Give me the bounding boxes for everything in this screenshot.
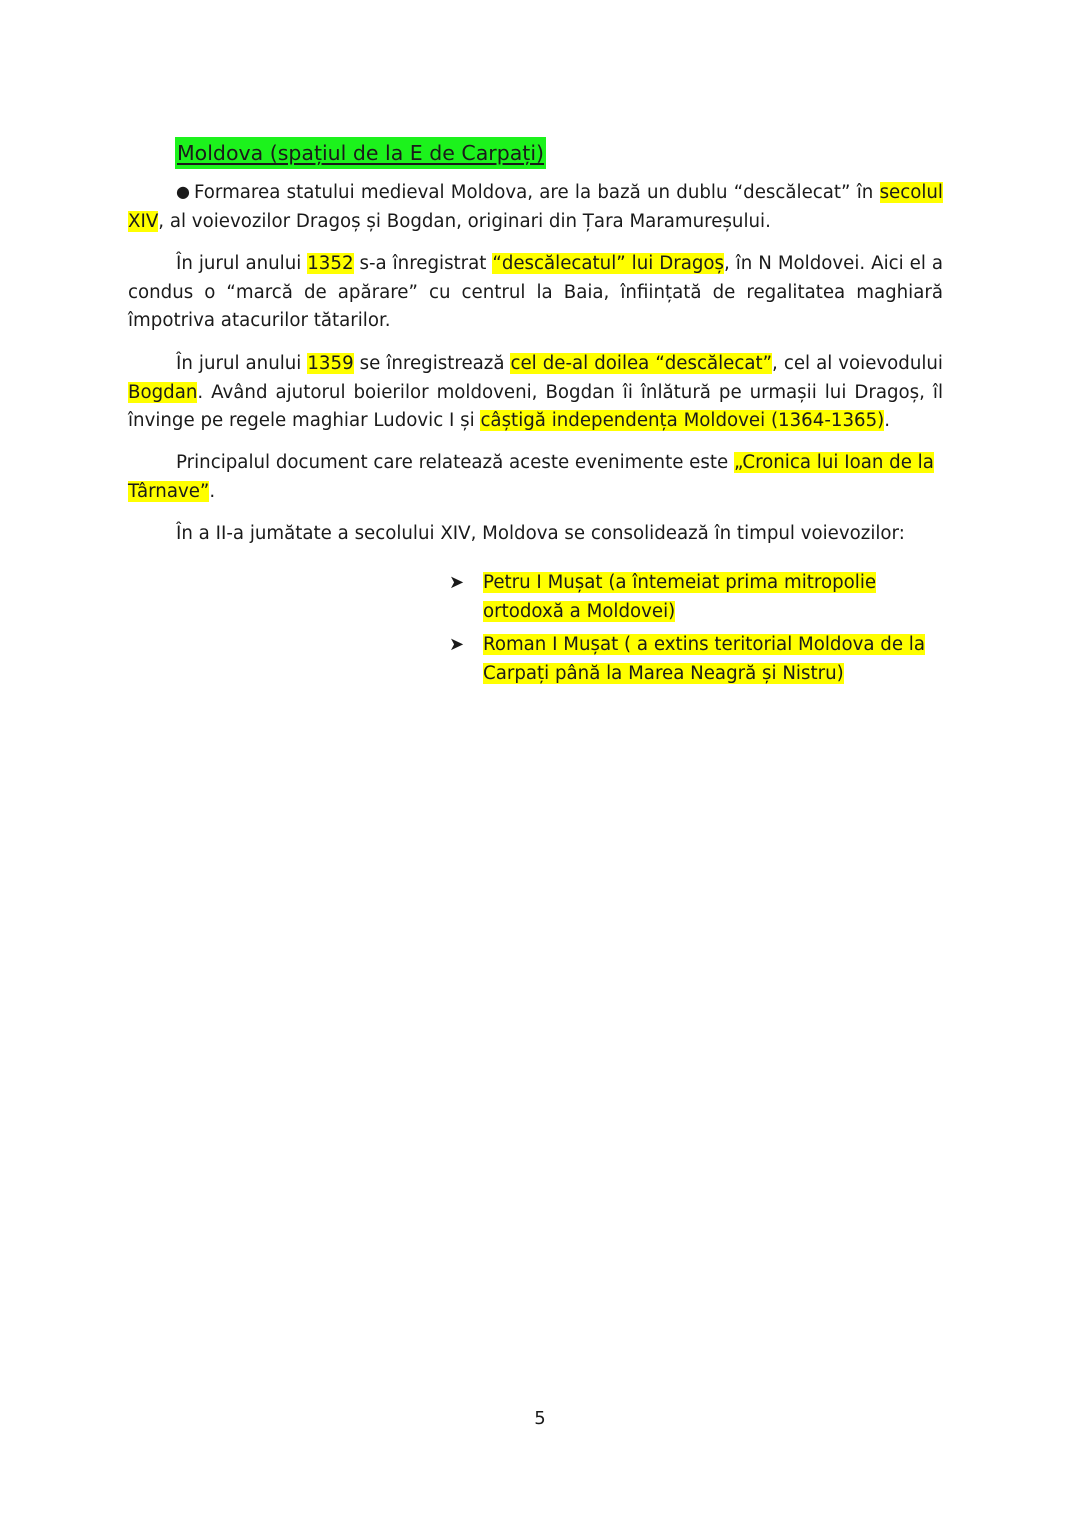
list-item [447, 569, 927, 626]
text-span: Principalul document care relatează aceste evenimente este [176, 452, 734, 473]
paragraph-document [128, 449, 943, 506]
highlight-year-1352: 1352 [307, 253, 354, 274]
section-title: Moldova (spațiul de la E de Carpați) [175, 137, 546, 169]
highlight-dragos: “descălecatul” lui Dragoș [492, 253, 725, 274]
rulers-list [447, 569, 927, 693]
paragraph-dragos [128, 250, 943, 336]
highlight-century: secolul XIV [128, 182, 943, 232]
text-span: Formarea statului medieval Moldova, are la bază un dublu “descălecat” în [193, 182, 880, 203]
list-item-text: Petru I Mușat (a întemeiat prima mitropolie ortodoxă a Moldovei) [483, 572, 877, 622]
arrowhead-right-icon: ➤ [449, 634, 465, 655]
page-number: 5 [534, 1408, 546, 1429]
text-span: se înregistrează [353, 353, 511, 374]
highlight-chronicle: „Cronica lui Ioan de la Târnave” [128, 452, 934, 502]
paragraph-bogdan [128, 350, 943, 436]
highlight-bogdan: Bogdan [128, 381, 198, 403]
text-span: . [209, 480, 216, 502]
text-span: , în N Moldovei. Aici el a condus o “marcă de apărare” cu centrul la Baia, înființată de regalitatea maghiară împotriva atacurilor tătarilor. [128, 253, 943, 331]
text-span: . [884, 410, 891, 431]
arrowhead-right-icon: ➤ [449, 572, 465, 593]
black-circle-icon: ● [176, 182, 190, 201]
highlight-independence: câștigă independența Moldovei (1364-1365) [480, 410, 885, 431]
text-span: În jurul anului [176, 253, 308, 274]
list-item [447, 631, 927, 688]
text-span: , al voievozilor Dragoș și Bogdan, originari din Țara Maramureșului. [158, 210, 771, 232]
list-item-text: Roman I Mușat ( a extins teritorial Moldova de la Carpați până la Marea Neagră și Nistru) [483, 634, 925, 684]
highlight-year-1359: 1359 [307, 353, 354, 374]
text-span: În jurul anului [176, 353, 308, 374]
paragraph-consolidation: În a II-a jumătate a secolului XIV, Moldova se consolidează în timpul voievozilor: [176, 523, 905, 544]
text-span: , cel al voievodului [772, 353, 943, 374]
paragraph-formation [128, 178, 943, 236]
highlight-second-descalecat: cel de-al doilea “descălecat” [510, 353, 773, 374]
text-span: s-a înregistrat [353, 253, 493, 274]
text-span: . Având ajutorul boierilor moldoveni, Bogdan îi înlătură pe urmașii lui Dragoș, îl învinge pe regele maghiar Ludovic I și [128, 381, 943, 431]
